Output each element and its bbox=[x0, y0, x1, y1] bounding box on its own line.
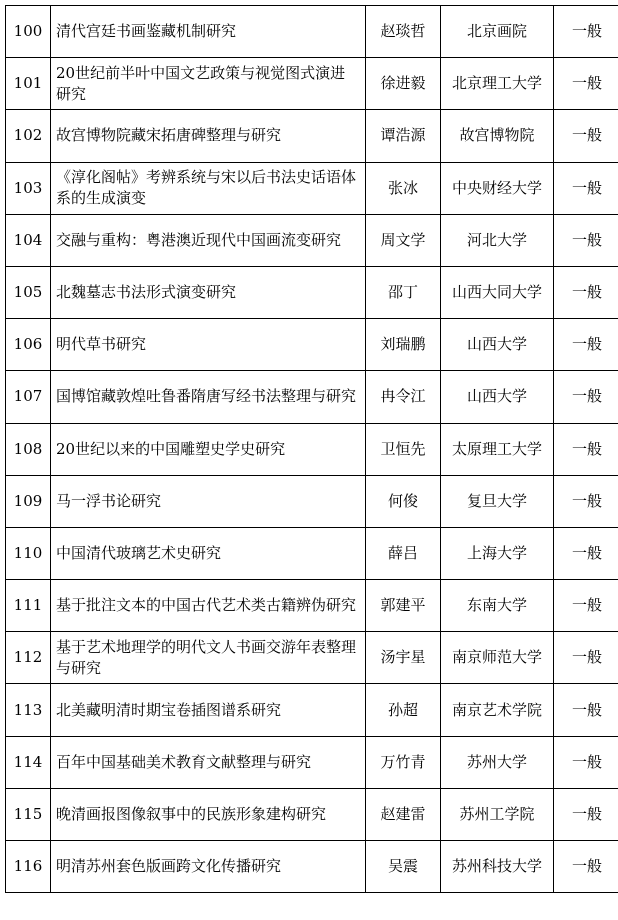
row-number: 103 bbox=[6, 162, 51, 214]
institution: 山西大同大学 bbox=[441, 266, 554, 318]
project-title: 中国清代玻璃艺术史研究 bbox=[51, 527, 366, 579]
principal-investigator: 赵琰哲 bbox=[366, 6, 441, 58]
row-number: 100 bbox=[6, 6, 51, 58]
row-number: 102 bbox=[6, 110, 51, 162]
principal-investigator: 何俊 bbox=[366, 475, 441, 527]
project-title: 20世纪以来的中国雕塑史学史研究 bbox=[51, 423, 366, 475]
institution: 东南大学 bbox=[441, 580, 554, 632]
institution: 太原理工大学 bbox=[441, 423, 554, 475]
project-category: 一般 bbox=[554, 423, 618, 475]
principal-investigator: 薛吕 bbox=[366, 527, 441, 579]
project-category: 一般 bbox=[554, 736, 618, 788]
principal-investigator: 谭浩源 bbox=[366, 110, 441, 162]
row-number: 116 bbox=[6, 841, 51, 893]
institution: 南京艺术学院 bbox=[441, 684, 554, 736]
project-title: 清代宫廷书画鉴藏机制研究 bbox=[51, 6, 366, 58]
principal-investigator: 邵丁 bbox=[366, 266, 441, 318]
row-number: 113 bbox=[6, 684, 51, 736]
table-row bbox=[6, 162, 618, 214]
institution: 山西大学 bbox=[441, 319, 554, 371]
project-title: 明清苏州套色版画跨文化传播研究 bbox=[51, 841, 366, 893]
row-number: 110 bbox=[6, 527, 51, 579]
project-title: 20世纪前半叶中国文艺政策与视觉图式演进研究 bbox=[51, 58, 366, 110]
project-title: 北美藏明清时期宝卷插图谱系研究 bbox=[51, 684, 366, 736]
principal-investigator: 冉令江 bbox=[366, 371, 441, 423]
table-row bbox=[6, 527, 618, 579]
row-number: 105 bbox=[6, 266, 51, 318]
institution: 北京画院 bbox=[441, 6, 554, 58]
project-category: 一般 bbox=[554, 841, 618, 893]
institution: 故宫博物院 bbox=[441, 110, 554, 162]
row-number: 106 bbox=[6, 319, 51, 371]
project-title: 马一浮书论研究 bbox=[51, 475, 366, 527]
principal-investigator: 刘瑞鹏 bbox=[366, 319, 441, 371]
institution: 山西大学 bbox=[441, 371, 554, 423]
institution: 南京师范大学 bbox=[441, 632, 554, 684]
principal-investigator: 周文学 bbox=[366, 214, 441, 266]
table-row bbox=[6, 214, 618, 266]
project-category: 一般 bbox=[554, 58, 618, 110]
project-title: 故宫博物院藏宋拓唐碑整理与研究 bbox=[51, 110, 366, 162]
table-body bbox=[6, 6, 618, 893]
principal-investigator: 卫恒先 bbox=[366, 423, 441, 475]
institution: 河北大学 bbox=[441, 214, 554, 266]
project-title: 明代草书研究 bbox=[51, 319, 366, 371]
project-category: 一般 bbox=[554, 110, 618, 162]
institution: 苏州工学院 bbox=[441, 788, 554, 840]
row-number: 107 bbox=[6, 371, 51, 423]
project-title: 基于艺术地理学的明代文人书画交游年表整理与研究 bbox=[51, 632, 366, 684]
project-category: 一般 bbox=[554, 214, 618, 266]
principal-investigator: 徐进毅 bbox=[366, 58, 441, 110]
project-title: 百年中国基础美术教育文献整理与研究 bbox=[51, 736, 366, 788]
project-category: 一般 bbox=[554, 788, 618, 840]
institution: 上海大学 bbox=[441, 527, 554, 579]
project-title: 国博馆藏敦煌吐鲁番隋唐写经书法整理与研究 bbox=[51, 371, 366, 423]
project-category: 一般 bbox=[554, 475, 618, 527]
table-row bbox=[6, 371, 618, 423]
row-number: 115 bbox=[6, 788, 51, 840]
project-title: 交融与重构：粤港澳近现代中国画流变研究 bbox=[51, 214, 366, 266]
project-category: 一般 bbox=[554, 319, 618, 371]
principal-investigator: 赵建雷 bbox=[366, 788, 441, 840]
principal-investigator: 张冰 bbox=[366, 162, 441, 214]
project-category: 一般 bbox=[554, 527, 618, 579]
principal-investigator: 孙超 bbox=[366, 684, 441, 736]
table-row bbox=[6, 684, 618, 736]
table-row bbox=[6, 580, 618, 632]
project-title: 北魏墓志书法形式演变研究 bbox=[51, 266, 366, 318]
institution: 中央财经大学 bbox=[441, 162, 554, 214]
institution: 北京理工大学 bbox=[441, 58, 554, 110]
project-category: 一般 bbox=[554, 162, 618, 214]
project-table bbox=[5, 5, 618, 893]
row-number: 108 bbox=[6, 423, 51, 475]
project-category: 一般 bbox=[554, 632, 618, 684]
table-row bbox=[6, 110, 618, 162]
table-row bbox=[6, 736, 618, 788]
principal-investigator: 万竹青 bbox=[366, 736, 441, 788]
institution: 复旦大学 bbox=[441, 475, 554, 527]
row-number: 111 bbox=[6, 580, 51, 632]
principal-investigator: 汤宇星 bbox=[366, 632, 441, 684]
table-row bbox=[6, 841, 618, 893]
project-category: 一般 bbox=[554, 580, 618, 632]
row-number: 104 bbox=[6, 214, 51, 266]
institution: 苏州大学 bbox=[441, 736, 554, 788]
row-number: 109 bbox=[6, 475, 51, 527]
project-category: 一般 bbox=[554, 371, 618, 423]
table-row bbox=[6, 6, 618, 58]
row-number: 114 bbox=[6, 736, 51, 788]
row-number: 112 bbox=[6, 632, 51, 684]
table-row bbox=[6, 319, 618, 371]
principal-investigator: 吴震 bbox=[366, 841, 441, 893]
table-row bbox=[6, 58, 618, 110]
table-row bbox=[6, 475, 618, 527]
row-number: 101 bbox=[6, 58, 51, 110]
project-category: 一般 bbox=[554, 684, 618, 736]
institution: 苏州科技大学 bbox=[441, 841, 554, 893]
principal-investigator: 郭建平 bbox=[366, 580, 441, 632]
project-title: 基于批注文本的中国古代艺术类古籍辨伪研究 bbox=[51, 580, 366, 632]
project-title: 《淳化阁帖》考辨系统与宋以后书法史话语体系的生成演变 bbox=[51, 162, 366, 214]
table-row bbox=[6, 423, 618, 475]
table-row bbox=[6, 266, 618, 318]
project-category: 一般 bbox=[554, 6, 618, 58]
table-row bbox=[6, 788, 618, 840]
project-title: 晚清画报图像叙事中的民族形象建构研究 bbox=[51, 788, 366, 840]
project-category: 一般 bbox=[554, 266, 618, 318]
table-row bbox=[6, 632, 618, 684]
